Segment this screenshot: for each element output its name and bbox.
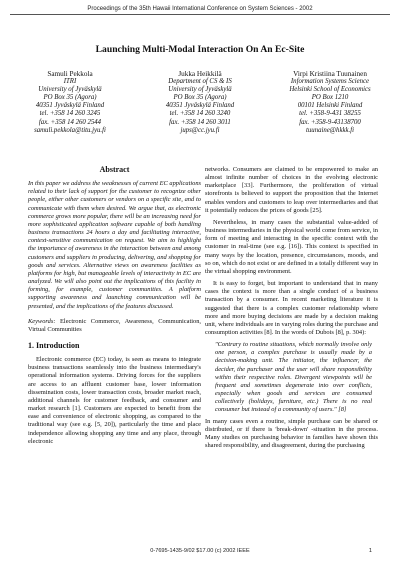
author-address: PO Box 1210 xyxy=(311,94,349,102)
author-address: PO Box 35 (Agora) xyxy=(173,94,227,102)
author-block xyxy=(10,70,390,135)
paper-title: Launching Multi-Modal Interaction On An Ec-Site xyxy=(95,44,305,55)
body-paragraph: It is easy to forget, but important to understand that in many cases the context is more than a single conduct of a business transaction by a consumer. In recent marketing literature it is suggested that there is a complex customer relationship where more and more buying decisions are made by a decision making unit, where individuals are in varying roles during the purchase and consumption activities [8]. In the words of Dubois [8], p. 304): xyxy=(205,280,378,336)
introduction-paragraph: Electronic commerce (EC) today, is seen as means to integrate business transactions seamlessly into the business intermediary's operational information systems. Driving forces for the suppliers are access to an affluent customer base, lower information dissemination costs, lower transaction costs, broader market reach, additional channels for customer feedback, and consumer and market research [1]. Customers are expected to benefit from the ease and convenience of electronic shopping, as compared to the traditional way (see e.g. [5, 20]), particularly the time and place independence allowing shopping any time and any place, through electronic xyxy=(28,356,201,445)
author-univ: University of Jyväskylä xyxy=(38,86,102,94)
author-univ: Helsinki School of Economics xyxy=(289,86,371,94)
author-email: tuunaine@hkkk.fi xyxy=(306,126,354,134)
author-address: PO Box 35 (Agora) xyxy=(43,94,97,102)
author-email: jups@cc.jyu.fi xyxy=(180,126,220,134)
author-city: 40351 Jyväskylä Finland xyxy=(165,102,235,110)
left-column xyxy=(28,166,201,450)
proceedings-header: Proceedings of the 35th Hawaii International Conference on System Sciences - 2002 xyxy=(87,6,313,12)
keywords-text: Electronic Commerce, Awareness, Communication, Virtual Communities xyxy=(28,317,201,333)
author-email: samuli.pekkola@titu.jyu.fi xyxy=(34,126,106,134)
author-3 xyxy=(270,70,390,135)
author-org: Department of CS & IS xyxy=(168,78,232,86)
keywords-label: Keywords: xyxy=(28,317,56,325)
page-number: 1 xyxy=(368,548,372,554)
right-column xyxy=(205,166,378,454)
body-paragraph: In many cases even a routine, simple purchase can be shared or distributed, or if there is 'break-down' -situation in the process. Many studies on purchasing behavior in families have shown this shared responsibility, and disagreement, during the purchasing xyxy=(205,417,378,449)
author-fax: fax. +358 14 260 2544 xyxy=(38,118,102,126)
author-org: ITRI xyxy=(63,78,77,86)
block-quote: "Contrary to routine situations, which normally involve only one person, a complex purchase is usually made by a decision-making unit. The initiator, the influencer, the decider, the purchaser and the user will share responsibility within their respective roles. Divergent viewpoints will be frequent and sometimes degenerate into over conflicts, especially when goods and services are consumed collectively (holidays, furniture, etc.) There is no real consumer but instead of a community of users." [8] xyxy=(215,341,372,414)
body-paragraph: Nevertheless, in many cases the substantial value-added of business intermediaries in the physical world come from service, in form of meeting and interacting in the specific context with the customer in real-time (see e.g. [16]). This context is specified in many ways by the location, presence, circumstances, moods, and so on, which do not exist or are defined in a totally different way in the virtual shopping environment. xyxy=(205,218,378,275)
author-name: Virpi Kristiina Tuunainen xyxy=(293,70,367,78)
author-city: 40351 Jyväskylä Finland xyxy=(35,102,105,110)
abstract-text: In this paper we address the weaknesses of current EC applications related to their lack of support for the customer to recognize other people, either other customers or vendors on a specific site, and to communicate with them when desired. We argue that, as electronic commerce grows more popular, there will be an increasing need for more sophisticated application software capable of both handling business transactions 24 hours a day and facilitating interactive, context-sensitive communication on request. We aim to highlight the importance of awareness in the interaction between and among customers and suppliers in producing, delivering, and shopping for goods and services. Alternative views on awareness facilities as platforms for high, but manageable levels of interactivity in EC are analyzed. We will also point out the implications of this facility in forming, for example, customer communities. A platform supporting awareness and launching communication will be presented, and the implications of the features discussed. xyxy=(28,180,201,310)
abstract-heading: Abstract xyxy=(99,165,130,174)
author-2 xyxy=(140,70,260,135)
keywords xyxy=(28,318,201,334)
copyright-footer: 0-7695-1435-9/02 $17.00 (c) 2002 IEEE xyxy=(150,548,250,554)
author-tel: tel. +358 14 260 3245 xyxy=(39,110,101,118)
body-paragraph: networks. Consumers are claimed to be empowered to make an almost infinite number of choices in the evolving electronic marketplace [33]. Furthermore, the proliferation of virtual storefronts is believed to support the proposition that the Internet enables vendors and customers to leap over intermediaries and that it potentially reduces the prices of goods [25]. xyxy=(205,166,378,214)
author-name: Samuli Pekkola xyxy=(47,70,93,78)
header-rule xyxy=(10,14,390,15)
author-org: Information Systems Science xyxy=(290,78,370,86)
author-fax: fax. +358 14 260 3011 xyxy=(169,118,231,126)
author-fax: fax. +358-9-43138700 xyxy=(299,118,361,126)
author-name: Jukka Heikkilä xyxy=(178,70,222,78)
introduction-heading: 1. Introduction xyxy=(28,340,80,350)
author-1 xyxy=(10,70,130,135)
author-city: 00101 Helsinki Finland xyxy=(297,102,363,110)
author-univ: University of Jyväskylä xyxy=(168,86,232,94)
author-tel: tel. +358-9-431 38255 xyxy=(299,110,361,118)
author-tel: tel. +358 14 260 3240 xyxy=(169,110,231,118)
